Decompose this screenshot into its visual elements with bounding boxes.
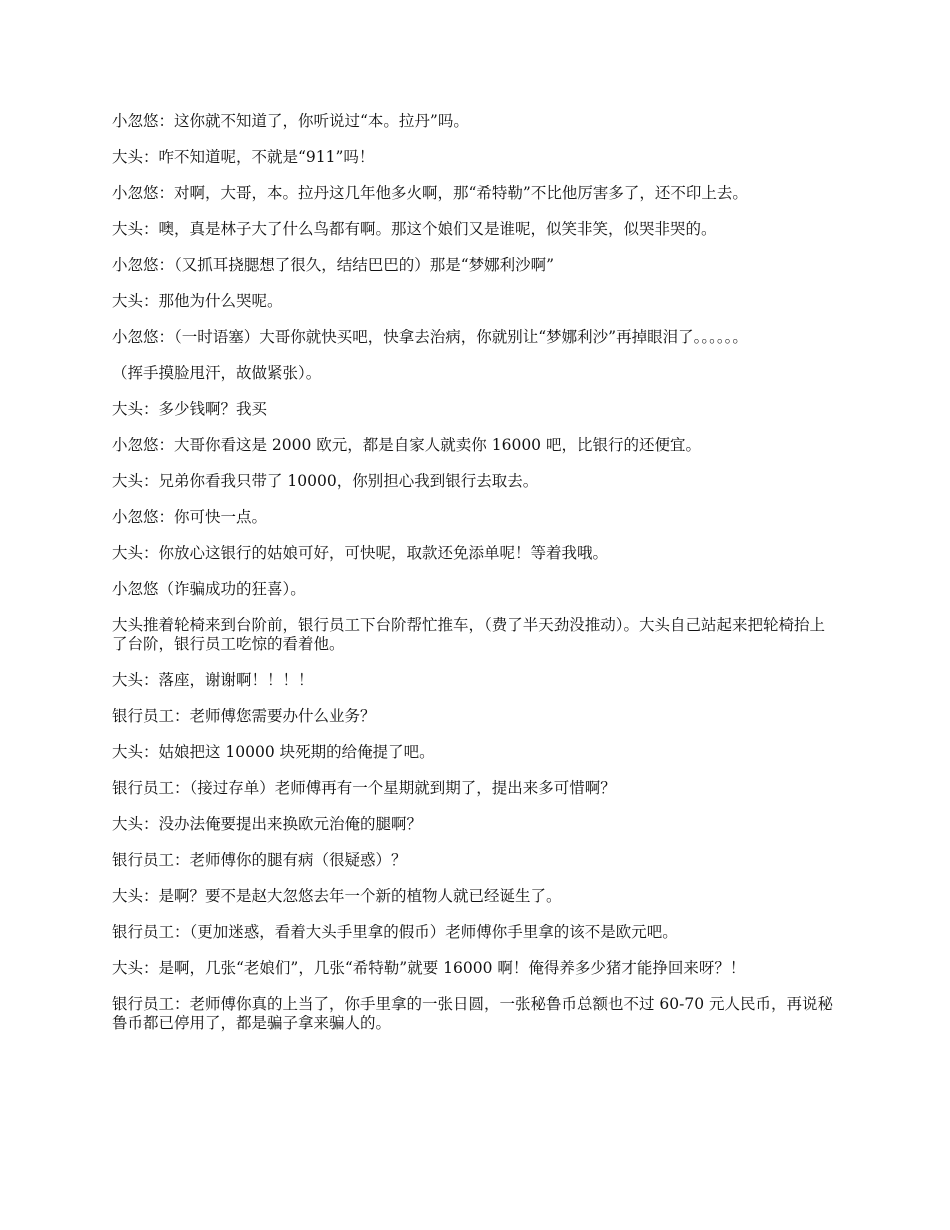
- paragraph: 银行员工：老师傅您需要办什么业务？: [112, 707, 376, 725]
- paragraph: 小忽悠（诈骗成功的狂喜）。: [112, 580, 306, 598]
- paragraph: 大头：落座，谢谢啊！！！！: [112, 671, 314, 689]
- paragraph: 大头：咋不知道呢，不就是“911”吗！: [112, 148, 375, 166]
- paragraph: 大头：没办法俺要提出来换欧元治俺的腿啊？: [112, 815, 423, 833]
- document-body: [112, 112, 840, 1050]
- paragraph: 小忽悠：（一时语塞）大哥你就快买吧，快拿去治病，你就别让“梦娜利沙”再掉眼泪了。。。。。。: [112, 328, 748, 346]
- paragraph: 银行员工：老师傅你的腿有病（很疑惑）？: [112, 851, 407, 869]
- paragraph: 大头：是啊？要不是赵大忽悠去年一个新的植物人就已经诞生了。: [112, 887, 562, 905]
- paragraph: 大头：兄弟你看我只带了 10000，你别担心我到银行去取去。: [112, 472, 539, 490]
- paragraph: 大头：噢，真是林子大了什么鸟都有啊。那这个娘们又是谁呢，似笑非笑，似哭非哭的。: [112, 220, 717, 238]
- paragraph: 小忽悠：对啊，大哥，本。拉丹这几年他多火啊，那“希特勒”不比他厉害多了，还不印上去。: [112, 184, 748, 202]
- paragraph: （挥手摸脸甩汗，故做紧张）。: [112, 364, 322, 382]
- paragraph: 银行员工：（更加迷惑，看着大头手里拿的假币）老师傅你手里拿的该不是欧元吧。: [112, 923, 678, 941]
- paragraph: 大头：多少钱啊？我买: [112, 400, 268, 418]
- paragraph: 小忽悠：（又抓耳挠腮想了很久，结结巴巴的）那是“梦娜利沙啊”: [112, 256, 555, 274]
- paragraph: 银行员工：老师傅你真的上当了，你手里拿的一张日圆，一张秘鲁币总额也不过 60-70 元人民币，再说秘鲁币都已停用了，都是骗子拿来骗人的。: [112, 995, 834, 1032]
- paragraph: 大头：那他为什么哭呢。: [112, 292, 283, 310]
- paragraph: 银行员工：（接过存单）老师傅再有一个星期就到期了，提出来多可惜啊？: [112, 779, 616, 797]
- paragraph: 小忽悠：你可快一点。: [112, 508, 268, 526]
- paragraph: 大头：是啊，几张“老娘们”，几张“希特勒”就要 16000 啊！俺得养多少猪才能挣回来呀？！: [112, 959, 746, 977]
- paragraph: 小忽悠：这你就不知道了，你听说过“本。拉丹”吗。: [112, 112, 469, 130]
- paragraph: 小忽悠：大哥你看这是 2000 欧元，都是自家人就卖你 16000 吧，比银行的还便宜。: [112, 436, 701, 454]
- paragraph: 大头：你放心这银行的姑娘可好，可快呢，取款还免添单呢！等着我哦。: [112, 544, 609, 562]
- paragraph: 大头推着轮椅来到台阶前，银行员工下台阶帮忙推车，（费了半天劲没推动）。大头自己站起来把轮椅抬上了台阶，银行员工吃惊的看着他。: [112, 616, 826, 653]
- paragraph: 大头：姑娘把这 10000 块死期的给俺提了吧。: [112, 743, 435, 761]
